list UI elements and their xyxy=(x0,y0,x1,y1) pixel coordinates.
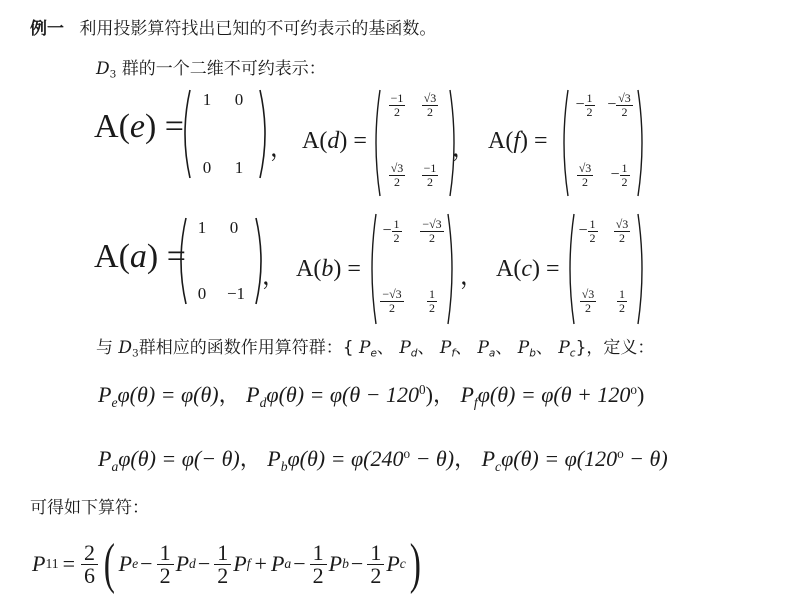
matrix-b-cell: $\frac{1}{2}$ xyxy=(429,287,435,315)
intro-text: 群的一个二维不可约表示： xyxy=(121,59,326,79)
separator-comma: ， xyxy=(262,262,286,290)
matrix-d-label: A(d) = xyxy=(302,128,367,154)
matrix-e-cell: 1 xyxy=(202,90,212,109)
matrix-a-cell: 0 xyxy=(229,218,239,237)
operator-symbol: P xyxy=(517,338,530,358)
operator-symbol: P xyxy=(358,338,371,358)
matrix-f-cell: $\frac{√3}{2}$ xyxy=(578,161,592,189)
matrix-e-cell: 0 xyxy=(234,90,244,109)
operator-symbol: P xyxy=(477,338,489,358)
example-text: 利用投影算符找出已知的不可约表示的基函数。 xyxy=(79,19,437,39)
separator-comma: ， xyxy=(270,134,294,162)
matrix-c-cell: $\frac{1}{2}$ xyxy=(619,287,625,315)
matrix-e-label: A(e) = xyxy=(94,108,184,145)
matrix-f-label: A(f) = xyxy=(488,128,548,154)
matrix-c-cell: $\frac{√3}{2}$ xyxy=(581,287,595,315)
matrix-c-cell: $\frac{√3}{2}$ xyxy=(615,217,629,245)
result-formula: P 11 = $\frac{2}{6}$ ( P e − $\frac{1}{2}$ P d − $\frac{1}{2}$ P f + P a − $\frac{1}{2}$ P b − $\frac{1}{2}$ P c ) xyxy=(32,533,421,595)
matrix-b-label: A(b) = xyxy=(296,256,361,282)
matrix-a-cell: 0 xyxy=(197,284,207,303)
matrix-a-cell: 1 xyxy=(197,218,207,237)
result-label: 可得如下算符： xyxy=(30,498,149,518)
operator-symbol: P xyxy=(558,338,570,358)
matrix-d-cell: $\frac{-1}{2}$ xyxy=(423,161,437,189)
example-heading xyxy=(30,14,436,39)
matrix-c-label: A(c) = xyxy=(496,256,560,282)
matrix-e-cell: 1 xyxy=(234,158,244,177)
definitions-row-1: $P_e\varphi(\theta) = \varphi(\theta)$， $P_d\varphi(\theta) = \varphi(\theta - 120^0)$， $P_f\varphi(\theta) = \varphi(\theta + 120^o)$ xyxy=(98,382,645,410)
matrix-b-cell: − $\frac{1}{2}$ xyxy=(382,217,400,245)
group-symbol: D xyxy=(96,59,110,79)
matrix-b-cell: $\frac{-√3}{2}$ xyxy=(422,217,442,245)
matrix-f-cell: − $\frac{1}{2}$ xyxy=(575,91,593,119)
operator-symbol: P xyxy=(399,338,411,358)
separator-comma: ， xyxy=(460,262,484,290)
operators-line: 与 $D_3$群相应的函数作用算符群：{ $P_e$、 $P_d$、 $P_f$、 $P_a$、 $P_b$、 $P_c$}，定义： xyxy=(96,338,655,360)
example-label: 例一 xyxy=(30,19,64,39)
matrix-d-cell: $\frac{√3}{2}$ xyxy=(423,91,437,119)
matrix-c-cell: − $\frac{1}{2}$ xyxy=(578,217,596,245)
matrix-a-label: A(a) = xyxy=(94,238,186,275)
matrix-f-cell: − $\frac{√3}{2}$ xyxy=(607,91,631,119)
matrix-a-cell: −1 xyxy=(226,284,246,303)
matrix-b-cell: $\frac{-√3}{2}$ xyxy=(382,287,402,315)
matrix-e-cell: 0 xyxy=(202,158,212,177)
definitions-row-2: $P_a\varphi(\theta) = \varphi(- \theta)$， $P_b\varphi(\theta) = \varphi(240^o - \theta)$， $P_c\varphi(\theta) = \varphi(120^o - \theta)$ xyxy=(98,446,668,474)
group-subscript: 3 xyxy=(109,68,117,81)
matrix-d-cell: $\frac{√3}{2}$ xyxy=(390,161,404,189)
intro-line xyxy=(96,54,326,81)
matrix-d-cell: $\frac{-1}{2}$ xyxy=(390,91,404,119)
operator-symbol: P xyxy=(439,338,452,358)
separator-comma: ， xyxy=(452,134,476,162)
matrix-f-cell: − $\frac{1}{2}$ xyxy=(610,161,628,189)
